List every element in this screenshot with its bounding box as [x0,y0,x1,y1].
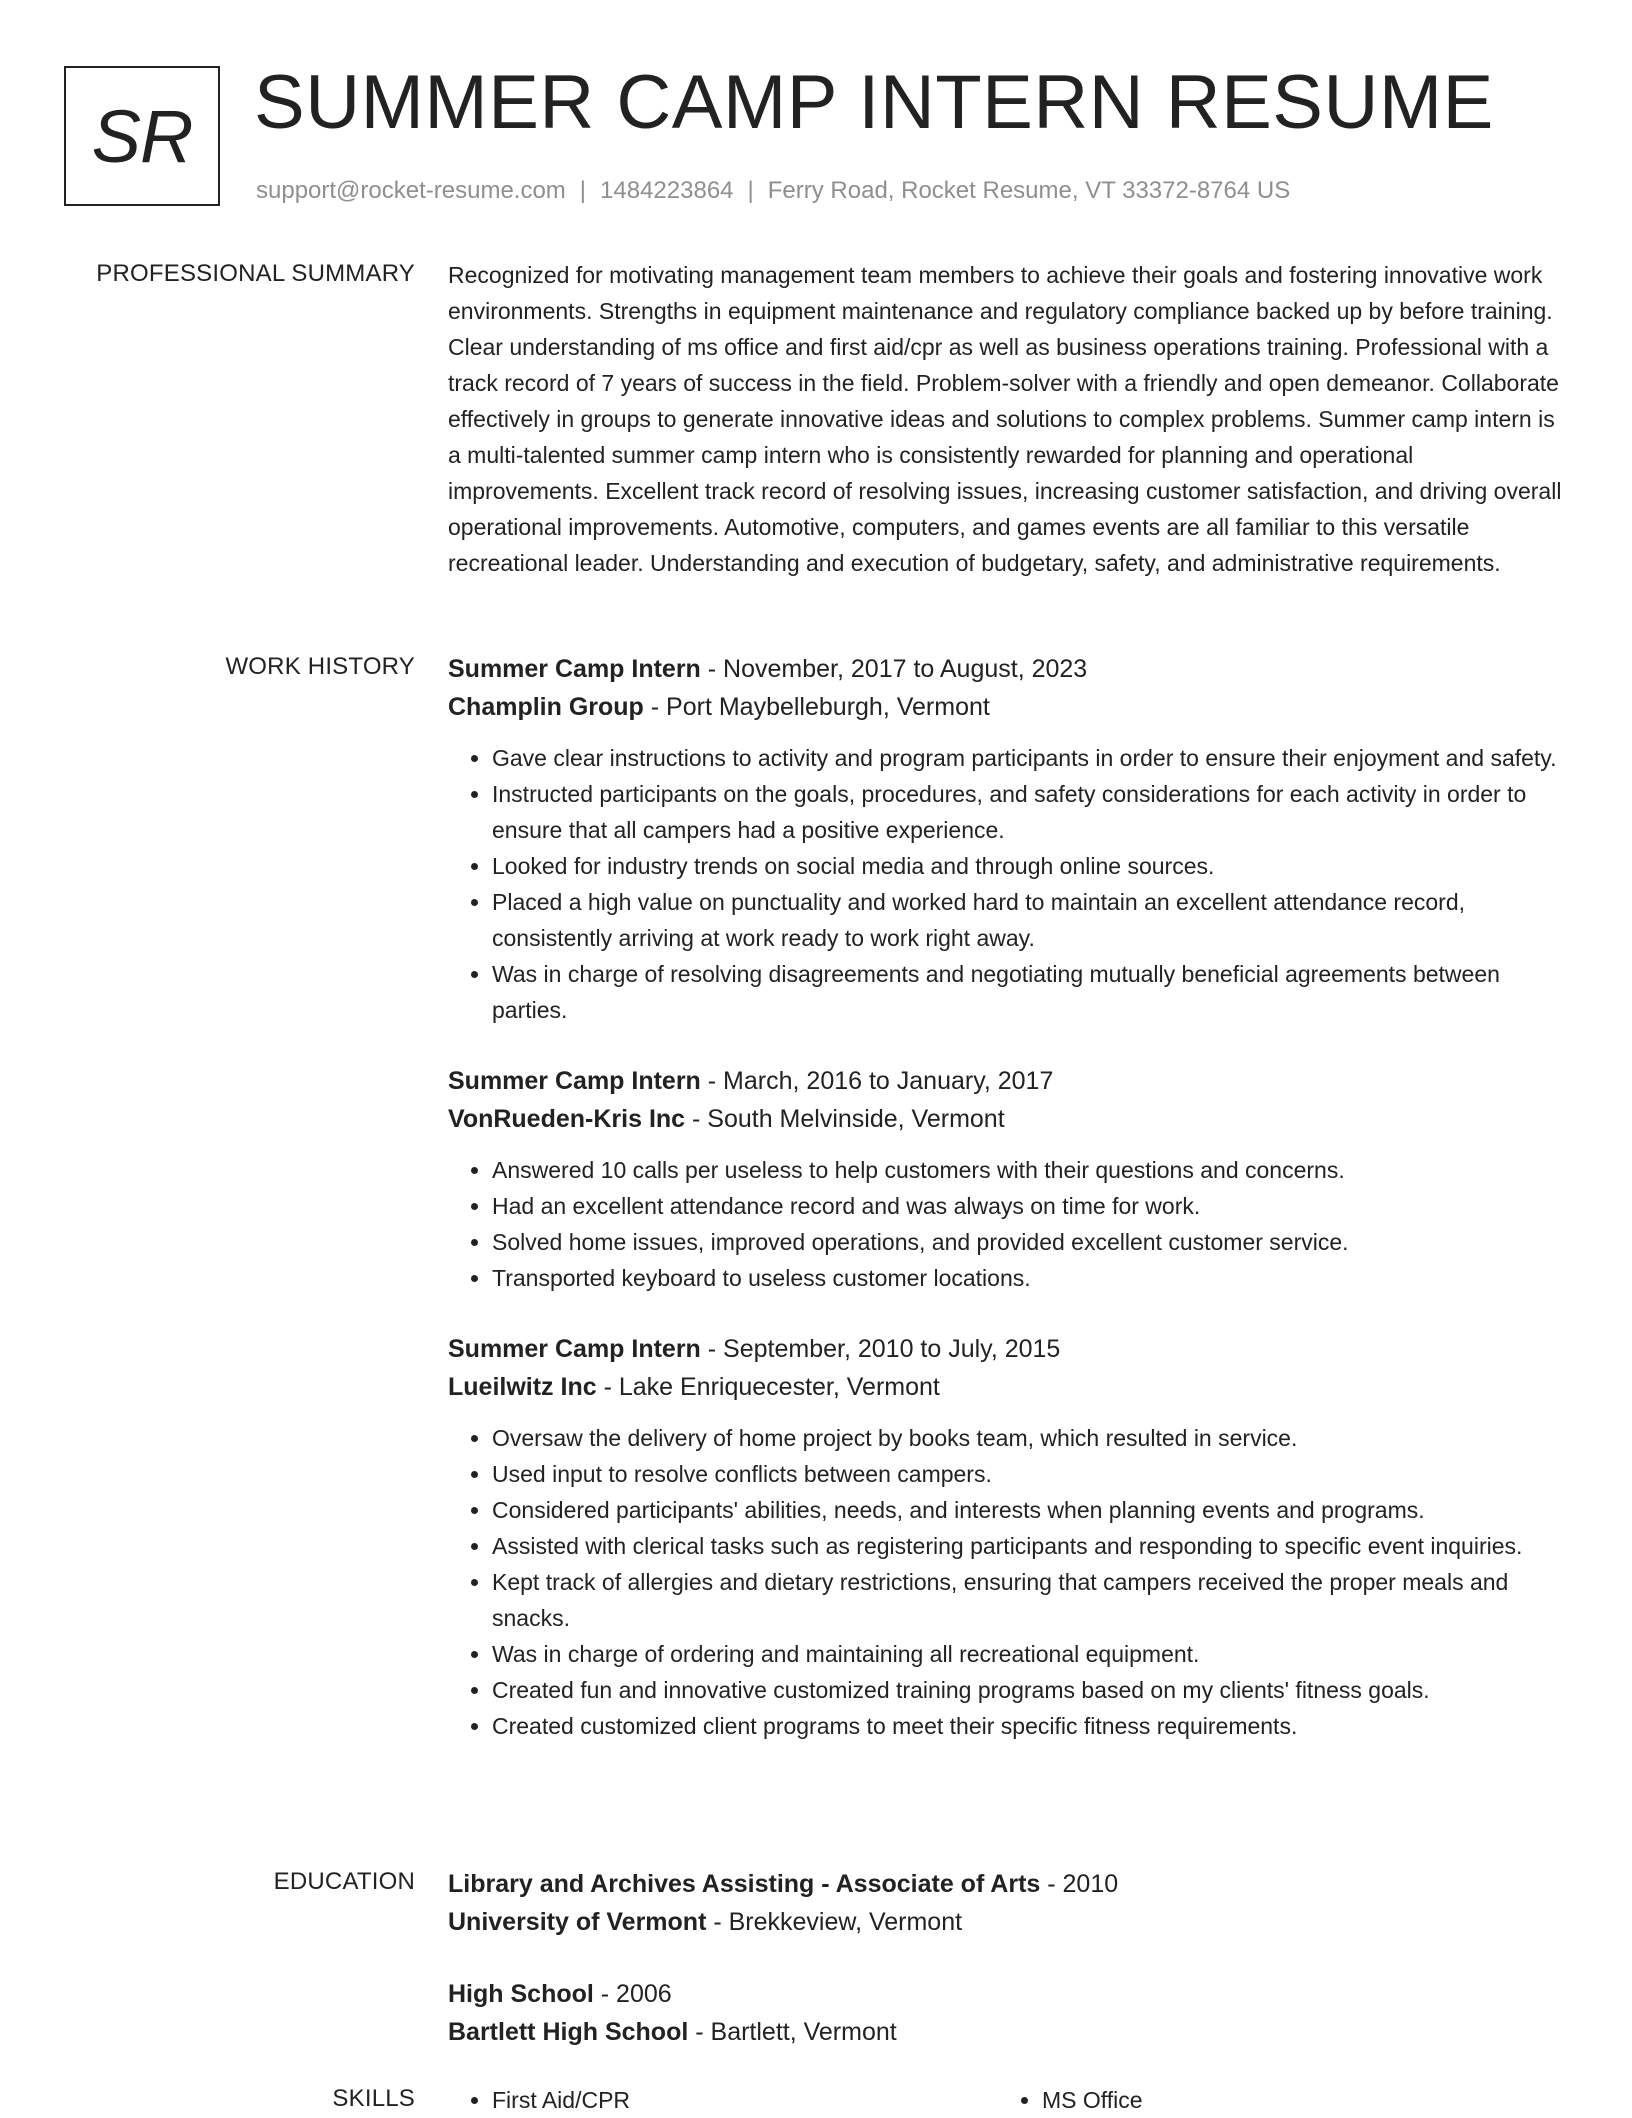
job-company: Lueilwitz Inc [448,1373,597,1401]
job-bullet: • Transported keyboard to useless customer locations. [492,1260,1568,1296]
education-location: - Brekkeview, Vermont [706,1908,963,1936]
job-title: Summer Camp Intern [448,655,701,683]
job-company-line [448,688,1568,726]
job-bullet: • Looked for industry trends on social media and through online sources. [492,848,1568,884]
job-dates: - March, 2016 to January, 2017 [700,1067,1054,1095]
job-bullets [448,1152,1568,1296]
job-company-line [448,1100,1568,1138]
job-title-line [448,1062,1568,1100]
job-bullet: • Created customized client programs to meet their specific fitness requirements. [492,1708,1568,1744]
job-bullet: • Assisted with clerical tasks such as registering participants and responding to specific event inquiries. [492,1528,1568,1564]
job-dates: - September, 2010 to July, 2015 [700,1335,1061,1363]
job-bullet: • Solved home issues, improved operations, and provided excellent customer service. [492,1224,1568,1260]
education-school-line [448,1903,1568,1941]
contact-email[interactable]: support@rocket-resume.com [256,177,566,204]
job-bullet: • Instructed participants on the goals, procedures, and safety considerations for each activity in order to ensure that all campers had a positive experience. [492,776,1568,848]
job-entry [448,1330,1568,1744]
section-label: PROFESSIONAL SUMMARY [96,260,415,287]
job-title-line [448,650,1568,688]
resume-title: SUMMER CAMP INTERN RESUME [254,60,1494,145]
job-company: Champlin Group [448,693,644,721]
skills-list-left [448,2082,998,2118]
skills-columns [448,2082,1568,2118]
section-label: WORK HISTORY [225,653,415,680]
job-bullet: • Considered participants' abilities, needs, and interests when planning events and programs. [492,1492,1568,1528]
education-entry [448,1975,1568,2051]
section-body [448,257,1568,581]
summary-text: Recognized for motivating management team members to achieve their goals and fostering innovative work environments. Strengths in equipment maintenance and regulatory compliance backed up by before training. Clear understanding of ms office and first aid/cpr as well as business operations training. Professional with a track record of 7 years of success in the field. Problem-solver with a friendly and open demeanor. Collaborate effectively in groups to generate innovative ideas and solutions to complex problems. Summer camp intern is a multi-talented summer camp intern who is consistently rewarded for planning and operational improvements. Excellent track record of resolving issues, increasing customer satisfaction, and driving overall operational improvements. Automotive, computers, and games events are all familiar to this versatile recreational leader. Understanding and execution of budgetary, safety, and administrative requirements. [448,262,1562,576]
education-year: - 2010 [1040,1870,1119,1898]
job-bullet: • Was in charge of resolving disagreements and negotiating mutually beneficial agreements between parties. [492,956,1568,1028]
job-location: - South Melvinside, Vermont [685,1105,1005,1133]
job-bullet: • Used input to resolve conflicts between campers. [492,1456,1568,1492]
job-bullets [448,740,1568,1028]
job-bullet: • Gave clear instructions to activity and program participants in order to ensure their enjoyment and safety. [492,740,1568,776]
contact-separator: | [747,177,754,204]
education-degree: High School [448,1980,594,2008]
job-bullet: • Placed a high value on punctuality and worked hard to maintain an excellent attendance record, consistently arriving at work ready to work right away. [492,884,1568,956]
education-school: University of Vermont [448,1908,707,1936]
education-entry [448,1865,1568,1941]
section-label: EDUCATION [273,1868,415,1895]
skill-item: • MS Office [1042,2082,1548,2118]
skill-item: • First Aid/CPR [492,2082,998,2118]
job-location: - Lake Enriquecester, Vermont [596,1373,940,1401]
job-bullet: • Was in charge of ordering and maintaining all recreational equipment. [492,1636,1568,1672]
education-degree-line [448,1865,1568,1903]
job-location: - Port Maybelleburgh, Vermont [643,693,990,721]
education-location: - Bartlett, Vermont [688,2018,897,2046]
section-body [448,650,1568,1778]
monogram-logo: SR [64,66,220,206]
education-school: Bartlett High School [448,2018,689,2046]
education-year: - 2006 [593,1980,672,2008]
job-bullet: • Oversaw the delivery of home project by books team, which resulted in service. [492,1420,1568,1456]
education-degree-line [448,1975,1568,2013]
job-company-line [448,1368,1568,1406]
job-bullet: • Had an excellent attendance record and was always on time for work. [492,1188,1568,1224]
job-entry [448,650,1568,1028]
contact-address: Ferry Road, Rocket Resume, VT 33372-8764 US [767,177,1291,204]
job-bullets [448,1420,1568,1744]
education-school-line [448,2013,1568,2051]
section-body [448,1865,1568,2085]
section-body [448,2082,1568,2118]
job-title-line [448,1330,1568,1368]
job-bullet: • Created fun and innovative customized training programs based on my clients' fitness goals. [492,1672,1568,1708]
contact-phone[interactable]: 1484223864 [600,177,734,204]
job-bullet: • Kept track of allergies and dietary restrictions, ensuring that campers received the proper meals and snacks. [492,1564,1568,1636]
job-dates: - November, 2017 to August, 2023 [700,655,1088,683]
job-title: Summer Camp Intern [448,1067,701,1095]
job-bullet: • Answered 10 calls per useless to help customers with their questions and concerns. [492,1152,1568,1188]
education-degree: Library and Archives Assisting - Associate of Arts [448,1870,1041,1898]
contact-line [256,176,1290,206]
section-label: SKILLS [332,2085,415,2112]
job-company: VonRueden-Kris Inc [448,1105,686,1133]
contact-separator: | [579,177,587,204]
job-title: Summer Camp Intern [448,1335,701,1363]
job-entry [448,1062,1568,1296]
skills-list-right [998,2082,1548,2118]
